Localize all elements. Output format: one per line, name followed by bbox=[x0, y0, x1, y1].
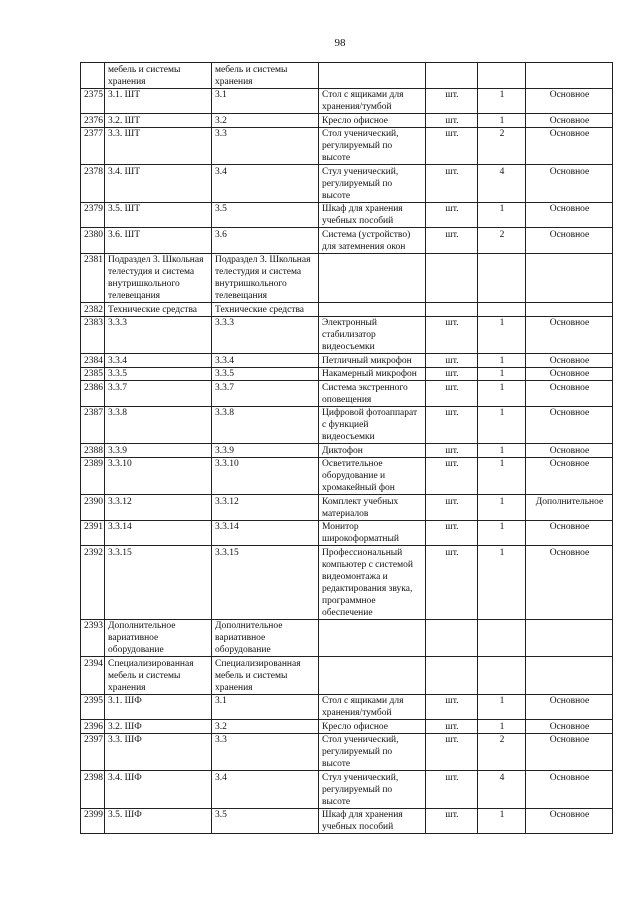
code-cell: 3.5. ШТ bbox=[105, 202, 212, 228]
row-number: 2389 bbox=[81, 457, 105, 495]
item-name: Шкаф для хранения учебных пособий bbox=[319, 808, 426, 834]
code-cell: Дополнительное вариативное оборудование bbox=[105, 619, 212, 657]
unit-cell: шт. bbox=[426, 520, 478, 546]
equipment-type: Основное bbox=[526, 771, 613, 809]
table-row bbox=[81, 733, 613, 771]
item-name bbox=[319, 303, 426, 317]
section-cell: 3.3.8 bbox=[212, 406, 319, 444]
section-cell: 3.1 bbox=[212, 694, 319, 720]
row-number: 2392 bbox=[81, 546, 105, 620]
section-cell: Дополнительное вариативное оборудование bbox=[212, 619, 319, 657]
table-row bbox=[81, 202, 613, 228]
row-number: 2394 bbox=[81, 657, 105, 695]
code-cell: 3.1. ШТ bbox=[105, 88, 212, 114]
item-name: Диктофон bbox=[319, 444, 426, 458]
code-cell: 3.3. ШТ bbox=[105, 127, 212, 165]
unit-cell: шт. bbox=[426, 354, 478, 368]
item-name: Кресло офисное bbox=[319, 114, 426, 128]
unit-cell: шт. bbox=[426, 381, 478, 407]
table-row bbox=[81, 367, 613, 381]
quantity-cell: 1 bbox=[478, 808, 526, 834]
item-name bbox=[319, 619, 426, 657]
table-row bbox=[81, 63, 613, 89]
unit-cell bbox=[426, 253, 478, 303]
equipment-type: Основное bbox=[526, 367, 613, 381]
section-cell: 3.6 bbox=[212, 228, 319, 254]
code-cell: 3.6. ШТ bbox=[105, 228, 212, 254]
equipment-type: Основное bbox=[526, 354, 613, 368]
quantity-cell: 2 bbox=[478, 228, 526, 254]
equipment-type: Основное bbox=[526, 808, 613, 834]
code-cell: 3.2. ШТ bbox=[105, 114, 212, 128]
unit-cell: шт. bbox=[426, 733, 478, 771]
item-name: Кресло офисное bbox=[319, 720, 426, 734]
equipment-type: Основное bbox=[526, 127, 613, 165]
equipment-type: Основное bbox=[526, 444, 613, 458]
row-number: 2388 bbox=[81, 444, 105, 458]
table-row bbox=[81, 253, 613, 303]
equipment-type bbox=[526, 253, 613, 303]
section-cell: Технические средства bbox=[212, 303, 319, 317]
row-number: 2380 bbox=[81, 228, 105, 254]
item-name: Стол с ящиками для хранения/тумбой bbox=[319, 694, 426, 720]
equipment-type: Основное bbox=[526, 546, 613, 620]
equipment-type: Основное bbox=[526, 381, 613, 407]
code-cell: 3.3.12 bbox=[105, 495, 212, 521]
table-row bbox=[81, 316, 613, 354]
equipment-type: Основное bbox=[526, 88, 613, 114]
item-name: Система (устройство) для затемнения окон bbox=[319, 228, 426, 254]
item-name: Комплект учебных материалов bbox=[319, 495, 426, 521]
item-name: Стол ученический, регулируемый по высоте bbox=[319, 733, 426, 771]
item-name: Стул ученический, регулируемый по высоте bbox=[319, 771, 426, 809]
unit-cell: шт. bbox=[426, 720, 478, 734]
table-row bbox=[81, 771, 613, 809]
equipment-type: Основное bbox=[526, 720, 613, 734]
row-number: 2383 bbox=[81, 316, 105, 354]
section-cell: 3.5 bbox=[212, 202, 319, 228]
item-name bbox=[319, 657, 426, 695]
code-cell: 3.3.3 bbox=[105, 316, 212, 354]
item-name bbox=[319, 253, 426, 303]
row-number: 2377 bbox=[81, 127, 105, 165]
section-cell: мебель и системы хранения bbox=[212, 63, 319, 89]
table-row bbox=[81, 520, 613, 546]
item-name: Цифровой фотоаппарат с функцией видеосъемки bbox=[319, 406, 426, 444]
item-name: Петличный микрофон bbox=[319, 354, 426, 368]
item-name: Осветительное оборудование и хромакейный фон bbox=[319, 457, 426, 495]
equipment-type: Основное bbox=[526, 694, 613, 720]
row-number: 2399 bbox=[81, 808, 105, 834]
item-name: Электронный стабилизатор видеосъемки bbox=[319, 316, 426, 354]
quantity-cell: 1 bbox=[478, 444, 526, 458]
section-cell: 3.3.12 bbox=[212, 495, 319, 521]
table-row bbox=[81, 127, 613, 165]
unit-cell bbox=[426, 63, 478, 89]
quantity-cell: 1 bbox=[478, 495, 526, 521]
section-cell: 3.3.4 bbox=[212, 354, 319, 368]
unit-cell: шт. bbox=[426, 694, 478, 720]
table-row bbox=[81, 114, 613, 128]
item-name: Система экстренного оповещения bbox=[319, 381, 426, 407]
code-cell: мебель и системы хранения bbox=[105, 63, 212, 89]
row-number: 2378 bbox=[81, 165, 105, 203]
quantity-cell: 1 bbox=[478, 406, 526, 444]
unit-cell: шт. bbox=[426, 457, 478, 495]
table-row bbox=[81, 228, 613, 254]
table-row bbox=[81, 444, 613, 458]
item-name: Профессиональный компьютер с системой видеомонтажа и редактирования звука, программное обеспечение bbox=[319, 546, 426, 620]
item-name: Шкаф для хранения учебных пособий bbox=[319, 202, 426, 228]
section-cell: 3.3.15 bbox=[212, 546, 319, 620]
section-cell: 3.3.14 bbox=[212, 520, 319, 546]
table-row bbox=[81, 354, 613, 368]
row-number: 2386 bbox=[81, 381, 105, 407]
section-cell: 3.3.3 bbox=[212, 316, 319, 354]
item-name: Стол ученический, регулируемый по высоте bbox=[319, 127, 426, 165]
row-number: 2379 bbox=[81, 202, 105, 228]
table-row bbox=[81, 657, 613, 695]
code-cell: 3.3.7 bbox=[105, 381, 212, 407]
equipment-table bbox=[80, 62, 613, 834]
unit-cell bbox=[426, 657, 478, 695]
unit-cell: шт. bbox=[426, 808, 478, 834]
unit-cell: шт. bbox=[426, 228, 478, 254]
row-number: 2393 bbox=[81, 619, 105, 657]
equipment-type bbox=[526, 303, 613, 317]
row-number: 2395 bbox=[81, 694, 105, 720]
quantity-cell: 1 bbox=[478, 546, 526, 620]
quantity-cell bbox=[478, 657, 526, 695]
row-number: 2382 bbox=[81, 303, 105, 317]
code-cell: Технические средства bbox=[105, 303, 212, 317]
unit-cell: шт. bbox=[426, 546, 478, 620]
table-row bbox=[81, 619, 613, 657]
equipment-type bbox=[526, 619, 613, 657]
equipment-type: Основное bbox=[526, 165, 613, 203]
code-cell: 3.3.9 bbox=[105, 444, 212, 458]
section-cell: 3.2 bbox=[212, 720, 319, 734]
item-name: Монитор широкоформатный bbox=[319, 520, 426, 546]
quantity-cell: 1 bbox=[478, 720, 526, 734]
section-cell: 3.5 bbox=[212, 808, 319, 834]
row-number: 2375 bbox=[81, 88, 105, 114]
code-cell: 3.3. ШФ bbox=[105, 733, 212, 771]
row-number: 2381 bbox=[81, 253, 105, 303]
code-cell: 3.3.15 bbox=[105, 546, 212, 620]
equipment-type: Дополнительное bbox=[526, 495, 613, 521]
item-name: Стул ученический, регулируемый по высоте bbox=[319, 165, 426, 203]
quantity-cell: 4 bbox=[478, 771, 526, 809]
equipment-type: Основное bbox=[526, 316, 613, 354]
unit-cell: шт. bbox=[426, 406, 478, 444]
code-cell: 3.3.10 bbox=[105, 457, 212, 495]
item-name: Стол с ящиками для хранения/тумбой bbox=[319, 88, 426, 114]
equipment-type: Основное bbox=[526, 457, 613, 495]
code-cell: 3.4. ШФ bbox=[105, 771, 212, 809]
code-cell: 3.3.5 bbox=[105, 367, 212, 381]
section-cell: 3.4 bbox=[212, 165, 319, 203]
code-cell: 3.3.4 bbox=[105, 354, 212, 368]
quantity-cell bbox=[478, 63, 526, 89]
code-cell: Специализированная мебель и системы хранения bbox=[105, 657, 212, 695]
table-body bbox=[81, 63, 613, 834]
equipment-type: Основное bbox=[526, 114, 613, 128]
row-number: 2396 bbox=[81, 720, 105, 734]
row-number: 2391 bbox=[81, 520, 105, 546]
equipment-type: Основное bbox=[526, 733, 613, 771]
page-number: 98 bbox=[334, 37, 346, 49]
section-cell: 3.3 bbox=[212, 127, 319, 165]
code-cell: 3.1. ШФ bbox=[105, 694, 212, 720]
unit-cell: шт. bbox=[426, 316, 478, 354]
row-number: 2398 bbox=[81, 771, 105, 809]
table-row bbox=[81, 165, 613, 203]
quantity-cell: 4 bbox=[478, 165, 526, 203]
equipment-type: Основное bbox=[526, 202, 613, 228]
row-number bbox=[81, 63, 105, 89]
table-row bbox=[81, 303, 613, 317]
table-row bbox=[81, 720, 613, 734]
section-cell: Подраздел 3. Школьная телестудия и система внутришкольного телевещания bbox=[212, 253, 319, 303]
quantity-cell: 2 bbox=[478, 733, 526, 771]
quantity-cell bbox=[478, 303, 526, 317]
unit-cell bbox=[426, 619, 478, 657]
quantity-cell: 1 bbox=[478, 114, 526, 128]
code-cell: 3.3.14 bbox=[105, 520, 212, 546]
equipment-type: Основное bbox=[526, 406, 613, 444]
table-row bbox=[81, 381, 613, 407]
quantity-cell: 1 bbox=[478, 381, 526, 407]
quantity-cell: 1 bbox=[478, 367, 526, 381]
unit-cell bbox=[426, 303, 478, 317]
unit-cell: шт. bbox=[426, 127, 478, 165]
section-cell: 3.3.7 bbox=[212, 381, 319, 407]
section-cell: 3.3.9 bbox=[212, 444, 319, 458]
table-row bbox=[81, 546, 613, 620]
section-cell: 3.3 bbox=[212, 733, 319, 771]
row-number: 2384 bbox=[81, 354, 105, 368]
section-cell: 3.3.10 bbox=[212, 457, 319, 495]
unit-cell: шт. bbox=[426, 367, 478, 381]
section-cell: 3.2 bbox=[212, 114, 319, 128]
table-row bbox=[81, 694, 613, 720]
unit-cell: шт. bbox=[426, 444, 478, 458]
section-cell: 3.3.5 bbox=[212, 367, 319, 381]
equipment-type bbox=[526, 63, 613, 89]
quantity-cell: 1 bbox=[478, 88, 526, 114]
equipment-type bbox=[526, 657, 613, 695]
quantity-cell bbox=[478, 619, 526, 657]
equipment-type: Основное bbox=[526, 228, 613, 254]
quantity-cell: 1 bbox=[478, 457, 526, 495]
equipment-type: Основное bbox=[526, 520, 613, 546]
table-row bbox=[81, 495, 613, 521]
unit-cell: шт. bbox=[426, 88, 478, 114]
row-number: 2385 bbox=[81, 367, 105, 381]
quantity-cell: 1 bbox=[478, 202, 526, 228]
table-row bbox=[81, 808, 613, 834]
row-number: 2397 bbox=[81, 733, 105, 771]
code-cell: 3.3.8 bbox=[105, 406, 212, 444]
section-cell: 3.4 bbox=[212, 771, 319, 809]
table-row bbox=[81, 457, 613, 495]
code-cell: 3.2. ШФ bbox=[105, 720, 212, 734]
row-number: 2376 bbox=[81, 114, 105, 128]
row-number: 2390 bbox=[81, 495, 105, 521]
code-cell: 3.4. ШТ bbox=[105, 165, 212, 203]
code-cell: Подраздел 3. Школьная телестудия и система внутришкольного телевещания bbox=[105, 253, 212, 303]
code-cell: 3.5. ШФ bbox=[105, 808, 212, 834]
quantity-cell: 1 bbox=[478, 520, 526, 546]
unit-cell: шт. bbox=[426, 771, 478, 809]
row-number: 2387 bbox=[81, 406, 105, 444]
unit-cell: шт. bbox=[426, 202, 478, 228]
quantity-cell: 1 bbox=[478, 316, 526, 354]
section-cell: 3.1 bbox=[212, 88, 319, 114]
unit-cell: шт. bbox=[426, 495, 478, 521]
unit-cell: шт. bbox=[426, 165, 478, 203]
quantity-cell: 1 bbox=[478, 694, 526, 720]
unit-cell: шт. bbox=[426, 114, 478, 128]
item-name: Накамерный микрофон bbox=[319, 367, 426, 381]
item-name bbox=[319, 63, 426, 89]
quantity-cell: 2 bbox=[478, 127, 526, 165]
table-row bbox=[81, 88, 613, 114]
section-cell: Специализированная мебель и системы хранения bbox=[212, 657, 319, 695]
table-row bbox=[81, 406, 613, 444]
quantity-cell: 1 bbox=[478, 354, 526, 368]
quantity-cell bbox=[478, 253, 526, 303]
